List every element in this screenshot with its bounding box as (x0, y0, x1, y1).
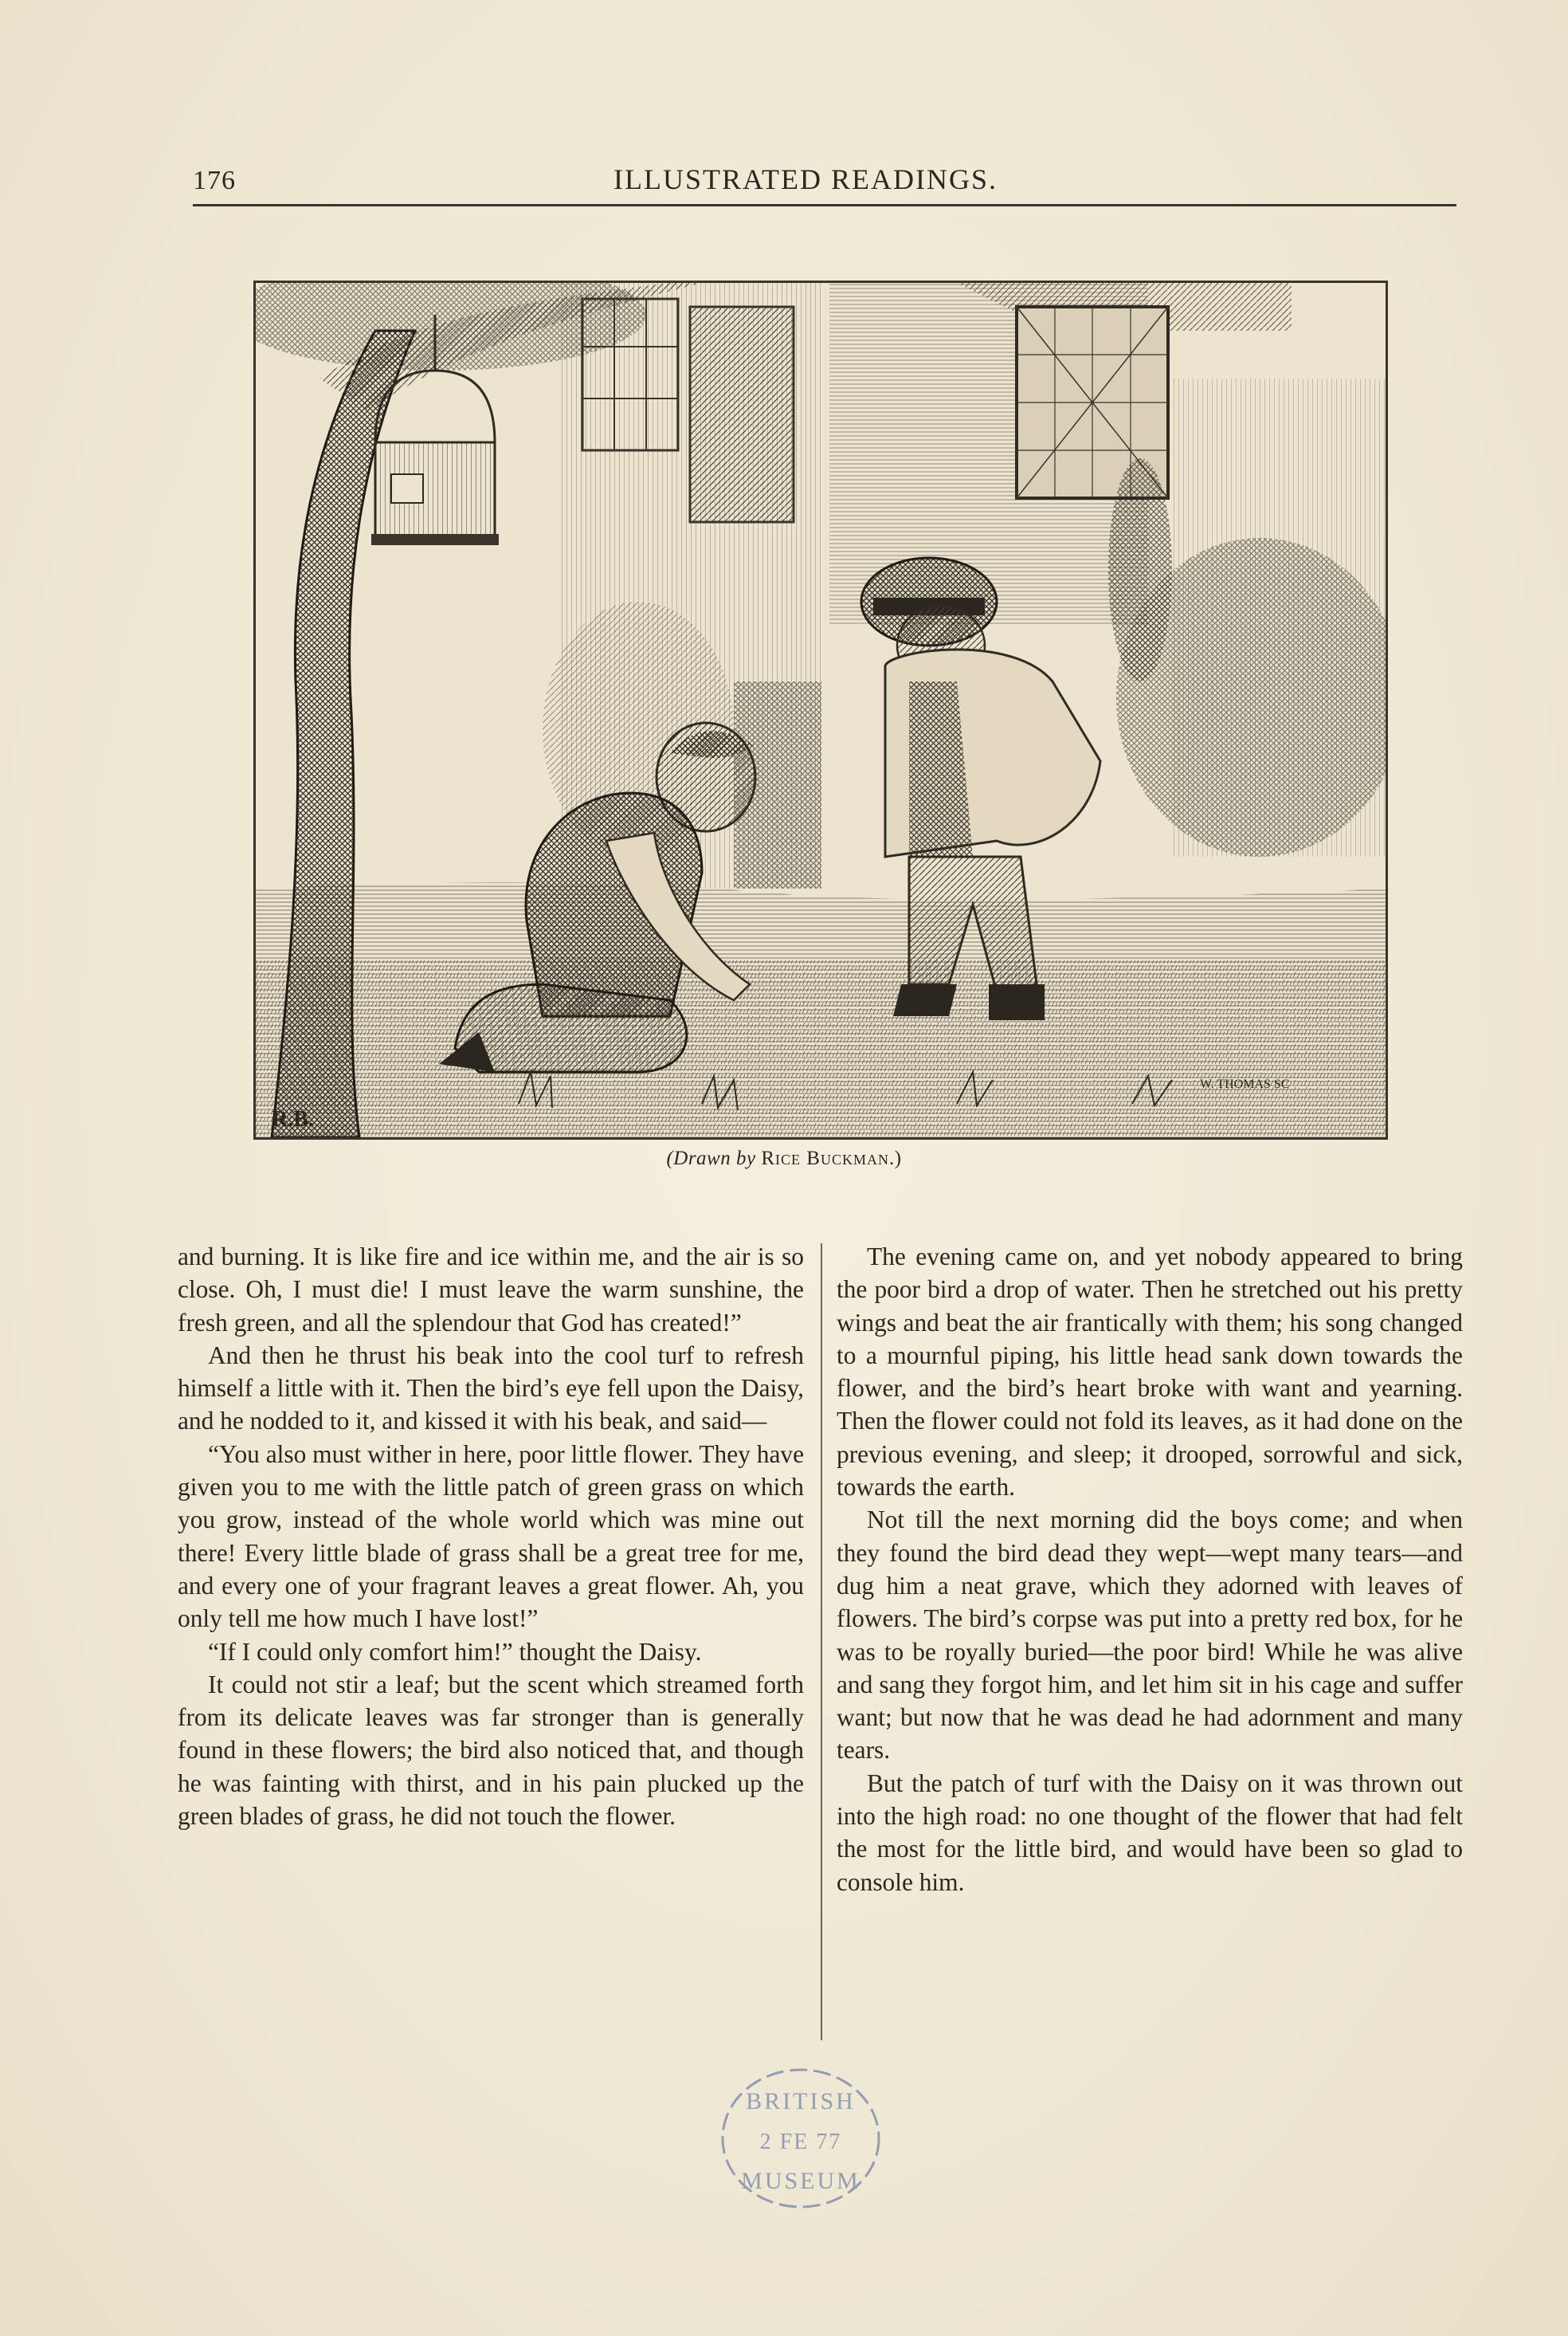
header-rule (193, 204, 1456, 206)
paragraph: and burning. It is like fire and ice within me, and the air is so close. Oh, I must die! I must leave the warm sunshine, the fresh green, and all the splendour that God has created!” (178, 1243, 804, 1337)
stamp-top-text: BRITISH (746, 2088, 856, 2114)
left-text-column (178, 1240, 804, 1832)
caption-prefix: (Drawn by (666, 1148, 762, 1169)
paragraph: Not till the next morning did the boys come; and when they found the bird dead they wept—wept many tears—and dug him a neat grave, which they adorned with leaves of flowers. The bird’s corpse was put into a pretty red box, for he was to be royally buried—the poor bird! While he was alive and sang they forgot him, and let him sit in his cage and suffer want; but now that he was dead he had adornment and many tears. (837, 1506, 1463, 1765)
paragraph: “If I could only comfort him!” thought the Daisy. (208, 1637, 702, 1666)
illustration-caption (0, 1148, 1568, 1170)
caption-suffix: .) (888, 1148, 902, 1169)
paragraph: And then he thrust his beak into the cool turf to refresh himself a little with it. Then the bird’s eye fell upon the Daisy, and he nodded to it, and kissed it with his beak, and said— (178, 1341, 804, 1435)
page-header (193, 159, 1456, 207)
british-museum-stamp (717, 2063, 884, 2214)
paragraph: It could not stir a leaf; but the scent which streamed forth from its delicate leaves was far stronger than is generally found in these flowers; the bird also noticed that, and though he was fainting with thirst, and in his pain plucked up the green blades of grass, he did not touch the flower. (178, 1670, 804, 1831)
caption-artist: Rice Buckman (761, 1148, 889, 1169)
paragraph: “You also must wither in here, poor little flower. They have given you to me with the little patch of green grass on which you grow, instead of the whole world which was mine out there! Every little blade of grass shall be a great tree for me, and every one of your fragrant leaves a great flower. Ah, you only tell me how much I have lost!” (178, 1439, 804, 1633)
engraving-illustration (253, 281, 1388, 1140)
running-title: ILLUSTRATED READINGS. (613, 163, 998, 195)
grass-ground (256, 882, 1386, 1137)
stamp-bottom-text: MUSEUM (741, 2168, 860, 2194)
paragraph: The evening came on, and yet nobody appeared to bring the poor bird a drop of water. Then he stretched out his pretty wings and beat the air frantically with them; his song changed to a mournful piping, his little head sank down towards the flower, and the bird’s heart broke with want and yearning. Then the flower could not fold its leaves, as it had done on the previous evening, and sleep; it drooped, sorrowful and sick, towards the earth. (837, 1243, 1463, 1502)
column-divider (821, 1243, 822, 2040)
stamp-date: 2 FE 77 (759, 2130, 842, 2154)
paragraph: But the patch of turf with the Daisy on it was thrown out into the high road: no one thought of the flower that had felt the most for the little bird, and would have been so glad to console him. (837, 1769, 1463, 1896)
page-number: 176 (193, 166, 236, 195)
right-text-column (837, 1240, 1463, 1898)
artist-monogram: R.B. (272, 1107, 314, 1132)
engraver-signature: W. THOMAS SC (1200, 1078, 1290, 1091)
